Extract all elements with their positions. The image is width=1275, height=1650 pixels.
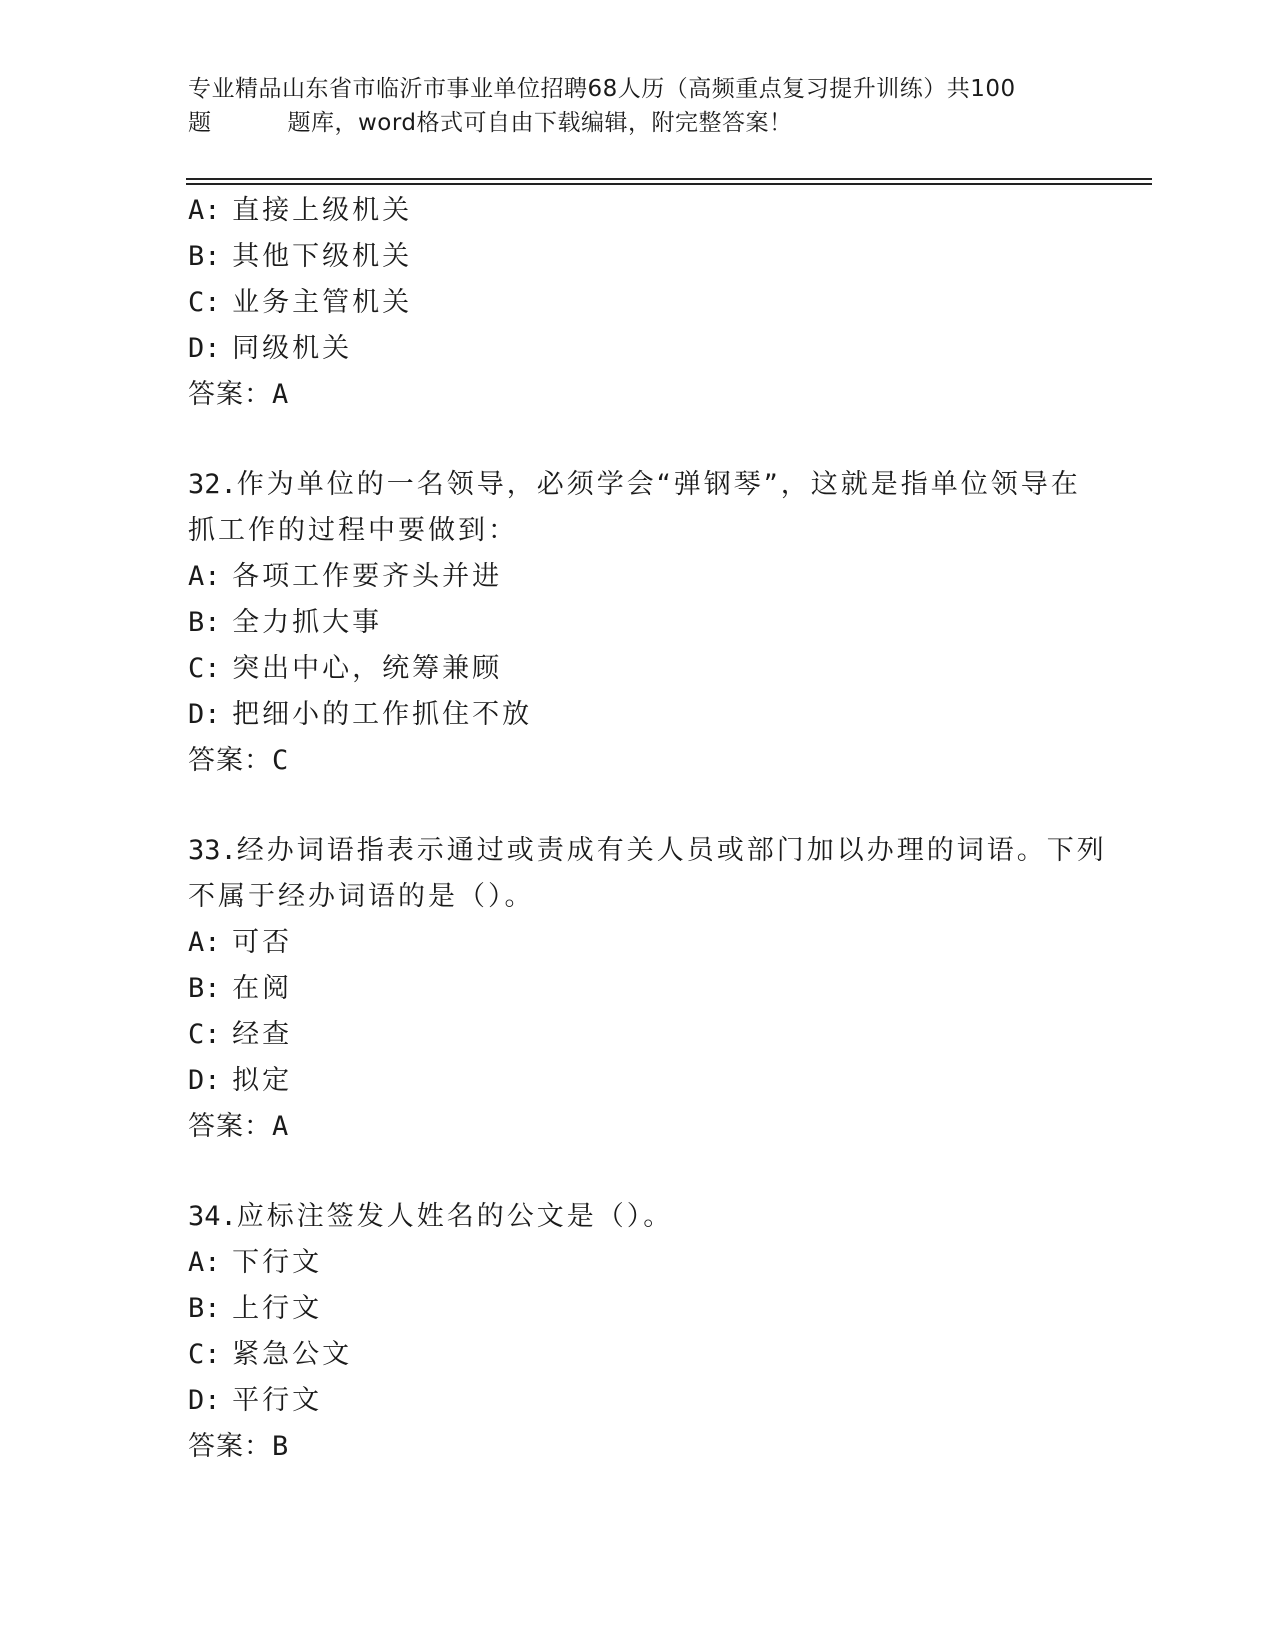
option-key: B: bbox=[188, 241, 221, 272]
option-text: 平行文 bbox=[232, 1385, 323, 1416]
answer-value: B bbox=[272, 1431, 289, 1462]
option-key: D: bbox=[188, 1065, 221, 1096]
question-stem-line bbox=[188, 828, 1107, 874]
option-text: 在阅 bbox=[232, 973, 293, 1004]
header-title-line1: 专业精品山东省市临沂市事业单位招聘68人历（高频重点复习提升训练）共100 bbox=[188, 76, 1016, 102]
option-text: 可否 bbox=[232, 927, 293, 958]
option-key: B: bbox=[188, 607, 221, 638]
question-stem-line bbox=[188, 1194, 1088, 1240]
header-divider-top bbox=[186, 178, 1152, 180]
option-item bbox=[188, 234, 1088, 280]
option-key: C: bbox=[188, 287, 221, 318]
option-item bbox=[188, 554, 1088, 600]
header-title-line2 bbox=[188, 106, 1068, 140]
option-key: C: bbox=[188, 1339, 221, 1370]
option-key: D: bbox=[188, 1385, 221, 1416]
option-text: 下行文 bbox=[232, 1247, 323, 1278]
question-stem-line: 不属于经办词语的是（）。 bbox=[188, 881, 535, 912]
answer-line bbox=[188, 372, 1088, 418]
question-stem-line bbox=[188, 462, 1088, 508]
option-text: 突出中心，统筹兼顾 bbox=[232, 653, 503, 684]
option-item bbox=[188, 692, 1088, 738]
answer-line bbox=[188, 1104, 1088, 1150]
option-text: 把细小的工作抓住不放 bbox=[232, 699, 533, 730]
answer-line bbox=[188, 738, 1088, 784]
option-key: D: bbox=[188, 333, 221, 364]
question-block bbox=[188, 828, 1107, 1150]
answer-value: A bbox=[272, 1111, 289, 1142]
option-item bbox=[188, 646, 1088, 692]
answer-label: 答案： bbox=[188, 379, 272, 410]
answer-line bbox=[188, 1424, 1088, 1470]
option-text: 同级机关 bbox=[232, 333, 353, 364]
option-item bbox=[188, 188, 1088, 234]
option-key: A: bbox=[188, 1247, 221, 1278]
option-key: D: bbox=[188, 699, 221, 730]
question-block bbox=[188, 462, 1088, 784]
option-text: 经查 bbox=[232, 1019, 293, 1050]
header-divider-bottom bbox=[186, 183, 1152, 185]
option-item bbox=[188, 1332, 1088, 1378]
option-item bbox=[188, 280, 1088, 326]
question-text: 作为单位的一名领导，必须学会“弹钢琴”，这就是指单位领导在 bbox=[236, 469, 1081, 500]
question-number: 34. bbox=[188, 1201, 237, 1232]
question-block bbox=[188, 1194, 1088, 1470]
continued-question-block bbox=[188, 188, 1088, 418]
question-number: 33. bbox=[188, 835, 237, 866]
option-item bbox=[188, 920, 1088, 966]
option-text: 上行文 bbox=[232, 1293, 323, 1324]
answer-value: A bbox=[272, 379, 289, 410]
document-header bbox=[188, 72, 1068, 140]
option-text: 拟定 bbox=[232, 1065, 293, 1096]
option-key: A: bbox=[188, 927, 221, 958]
option-item bbox=[188, 1286, 1088, 1332]
option-item bbox=[188, 1378, 1088, 1424]
option-item bbox=[188, 326, 1088, 372]
header-title-line2-a: 题 bbox=[188, 110, 212, 136]
answer-label: 答案： bbox=[188, 1431, 272, 1462]
option-text: 其他下级机关 bbox=[232, 241, 413, 272]
question-text: 经办词语指表示通过或责成有关人员或部门加以办理的词语。下列 bbox=[236, 835, 1107, 866]
option-text: 全力抓大事 bbox=[232, 607, 383, 638]
option-item bbox=[188, 1012, 1088, 1058]
option-key: C: bbox=[188, 653, 221, 684]
option-text: 业务主管机关 bbox=[232, 287, 413, 318]
question-text: 应标注签发人姓名的公文是（）。 bbox=[236, 1201, 674, 1232]
option-key: A: bbox=[188, 195, 221, 226]
option-key: B: bbox=[188, 973, 221, 1004]
option-item bbox=[188, 1058, 1088, 1104]
question-stem-line: 抓工作的过程中要做到： bbox=[188, 515, 518, 546]
answer-label: 答案： bbox=[188, 745, 272, 776]
answer-value: C bbox=[272, 745, 289, 776]
option-text: 紧急公文 bbox=[232, 1339, 353, 1370]
option-key: A: bbox=[188, 561, 221, 592]
answer-label: 答案： bbox=[188, 1111, 272, 1142]
option-item bbox=[188, 966, 1088, 1012]
question-content bbox=[188, 188, 1107, 1470]
header-title-line2-b: 题库，word格式可自由下载编辑，附完整答案！ bbox=[287, 110, 793, 136]
option-item bbox=[188, 1240, 1088, 1286]
option-key: C: bbox=[188, 1019, 221, 1050]
option-text: 各项工作要齐头并进 bbox=[232, 561, 503, 592]
question-number: 32. bbox=[188, 469, 237, 500]
option-key: B: bbox=[188, 1293, 221, 1324]
option-item bbox=[188, 600, 1088, 646]
option-text: 直接上级机关 bbox=[232, 195, 413, 226]
